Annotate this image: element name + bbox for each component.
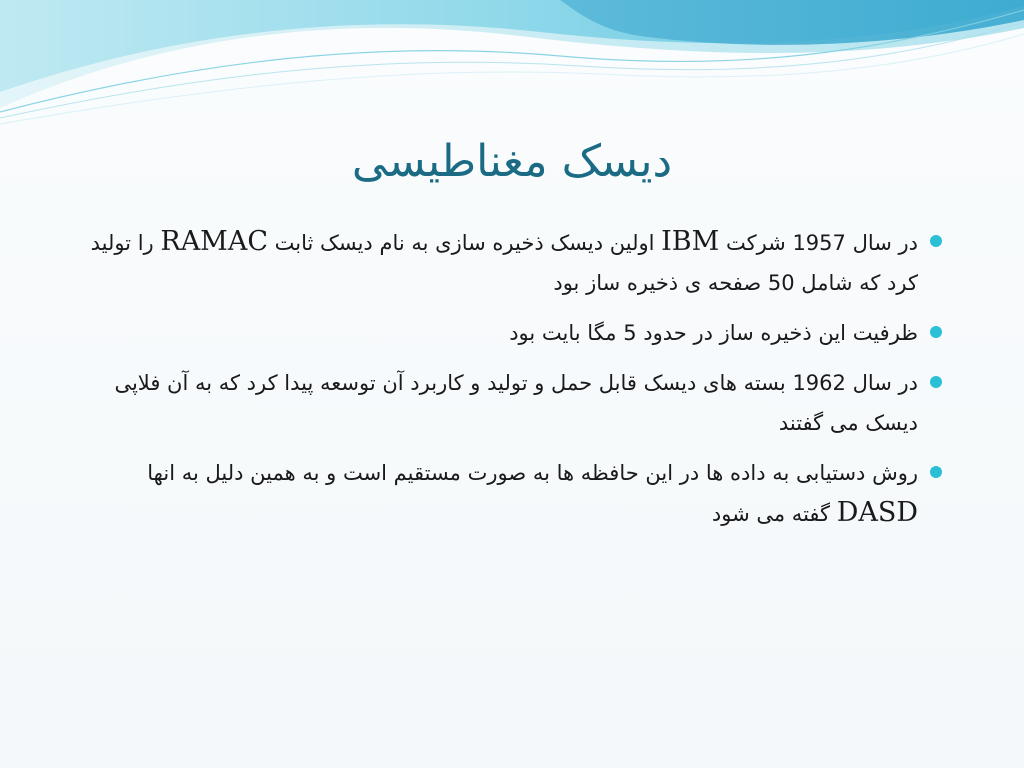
bullet-text-part: را تولید کرد که شامل 50 صفحه ی ذخیره ساز بود <box>90 231 918 295</box>
bullet-icon <box>930 376 942 388</box>
bullet-icon <box>930 235 942 247</box>
bullet-text-part: در سال 1957 شرکت <box>719 231 918 255</box>
bullet-item-floppy <box>86 363 942 443</box>
bullet-item-capacity <box>86 313 942 353</box>
bullet-latin-term: DASD <box>836 497 918 528</box>
bullet-icon <box>930 466 942 478</box>
bullet-latin-term: IBM <box>661 226 720 257</box>
bullet-item-ramac <box>86 222 942 303</box>
bullet-icon <box>930 326 942 338</box>
bullet-item-dasd <box>86 453 942 534</box>
bullet-text-part: روش دستیابی به داده ها در این حافظه ها به صورت مستقیم است و به همین دلیل به انها <box>147 461 918 485</box>
bullet-text-part: گفته می شود <box>711 502 837 526</box>
slide-title: دیسک مغناطیسی <box>351 136 673 187</box>
bullet-text: ظرفیت این ذخیره ساز در حدود 5 مگا بایت بود <box>509 321 918 345</box>
bullet-text: در سال 1962 بسته های دیسک قابل حمل و تولید و کاربرد آن توسعه پیدا کرد که به آن فلاپی دیسک می گفتند <box>114 371 918 435</box>
bullet-list <box>86 222 942 544</box>
bullet-latin-term: RAMAC <box>160 226 268 257</box>
bullet-text-part: اولین دیسک ذخیره سازی به نام دیسک ثابت <box>268 231 662 255</box>
wave-header-decoration <box>0 0 1024 130</box>
